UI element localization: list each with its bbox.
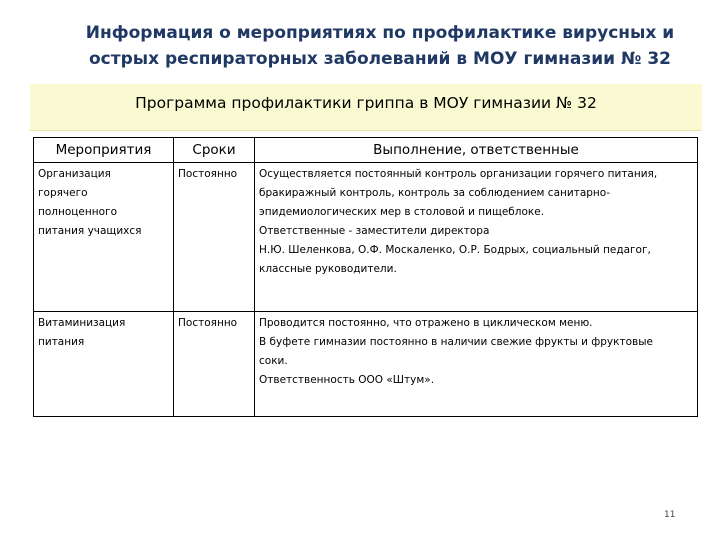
- activity-line: Организация: [38, 168, 111, 180]
- slide-title-line-2: острых респираторных заболеваний в МОУ гимназии № 32: [88, 49, 672, 69]
- program-banner: [30, 84, 702, 131]
- header-responsible: Выполнение, ответственные: [255, 138, 698, 163]
- details-line: Ответственные - заместители директора: [259, 225, 490, 237]
- term-cell: Постоянно: [174, 163, 255, 312]
- activity-line: горячего: [38, 187, 88, 199]
- slide-title-line-1: Информация о мероприятиях по профилактике вирусных и: [85, 23, 675, 43]
- measures-table: [33, 137, 698, 417]
- details-line: эпидемиологических мер в столовой и пищеблоке.: [259, 206, 545, 218]
- details-line: классные руководители.: [259, 263, 397, 275]
- header-activities: Мероприятия: [34, 138, 174, 163]
- details-line: Ответственность ООО «Штум».: [259, 374, 435, 386]
- details-line: соки.: [259, 355, 288, 367]
- slide-title: [40, 20, 720, 72]
- page-number: 11: [664, 510, 676, 520]
- details-line: Н.Ю. Шеленкова, О.Ф. Москаленко, О.Р. Бодрых, социальный педагог,: [259, 244, 651, 256]
- details-line: бракиражный контроль, контроль за соблюдением санитарно-: [259, 187, 610, 199]
- activity-line: питания учащихся: [38, 225, 142, 237]
- term-cell: Постоянно: [174, 312, 255, 417]
- activity-line: Витаминизация: [38, 317, 126, 329]
- activity-line: полноценного: [38, 206, 117, 218]
- table-header-row: [34, 138, 698, 163]
- details-line: Проводится постоянно, что отражено в циклическом меню.: [259, 317, 593, 329]
- table-row: [34, 312, 698, 417]
- activity-cell: [34, 163, 174, 312]
- table-row: [34, 163, 698, 312]
- program-banner-text: Программа профилактики гриппа в МОУ гимназии № 32: [135, 94, 597, 112]
- header-terms: Сроки: [174, 138, 255, 163]
- details-cell: [255, 163, 698, 312]
- activity-line: питания: [38, 336, 85, 348]
- details-line: Осуществляется постоянный контроль организации горячего питания,: [259, 168, 658, 180]
- activity-cell: [34, 312, 174, 417]
- details-cell: [255, 312, 698, 417]
- details-line: В буфете гимназии постоянно в наличии свежие фрукты и фруктовые: [259, 336, 653, 348]
